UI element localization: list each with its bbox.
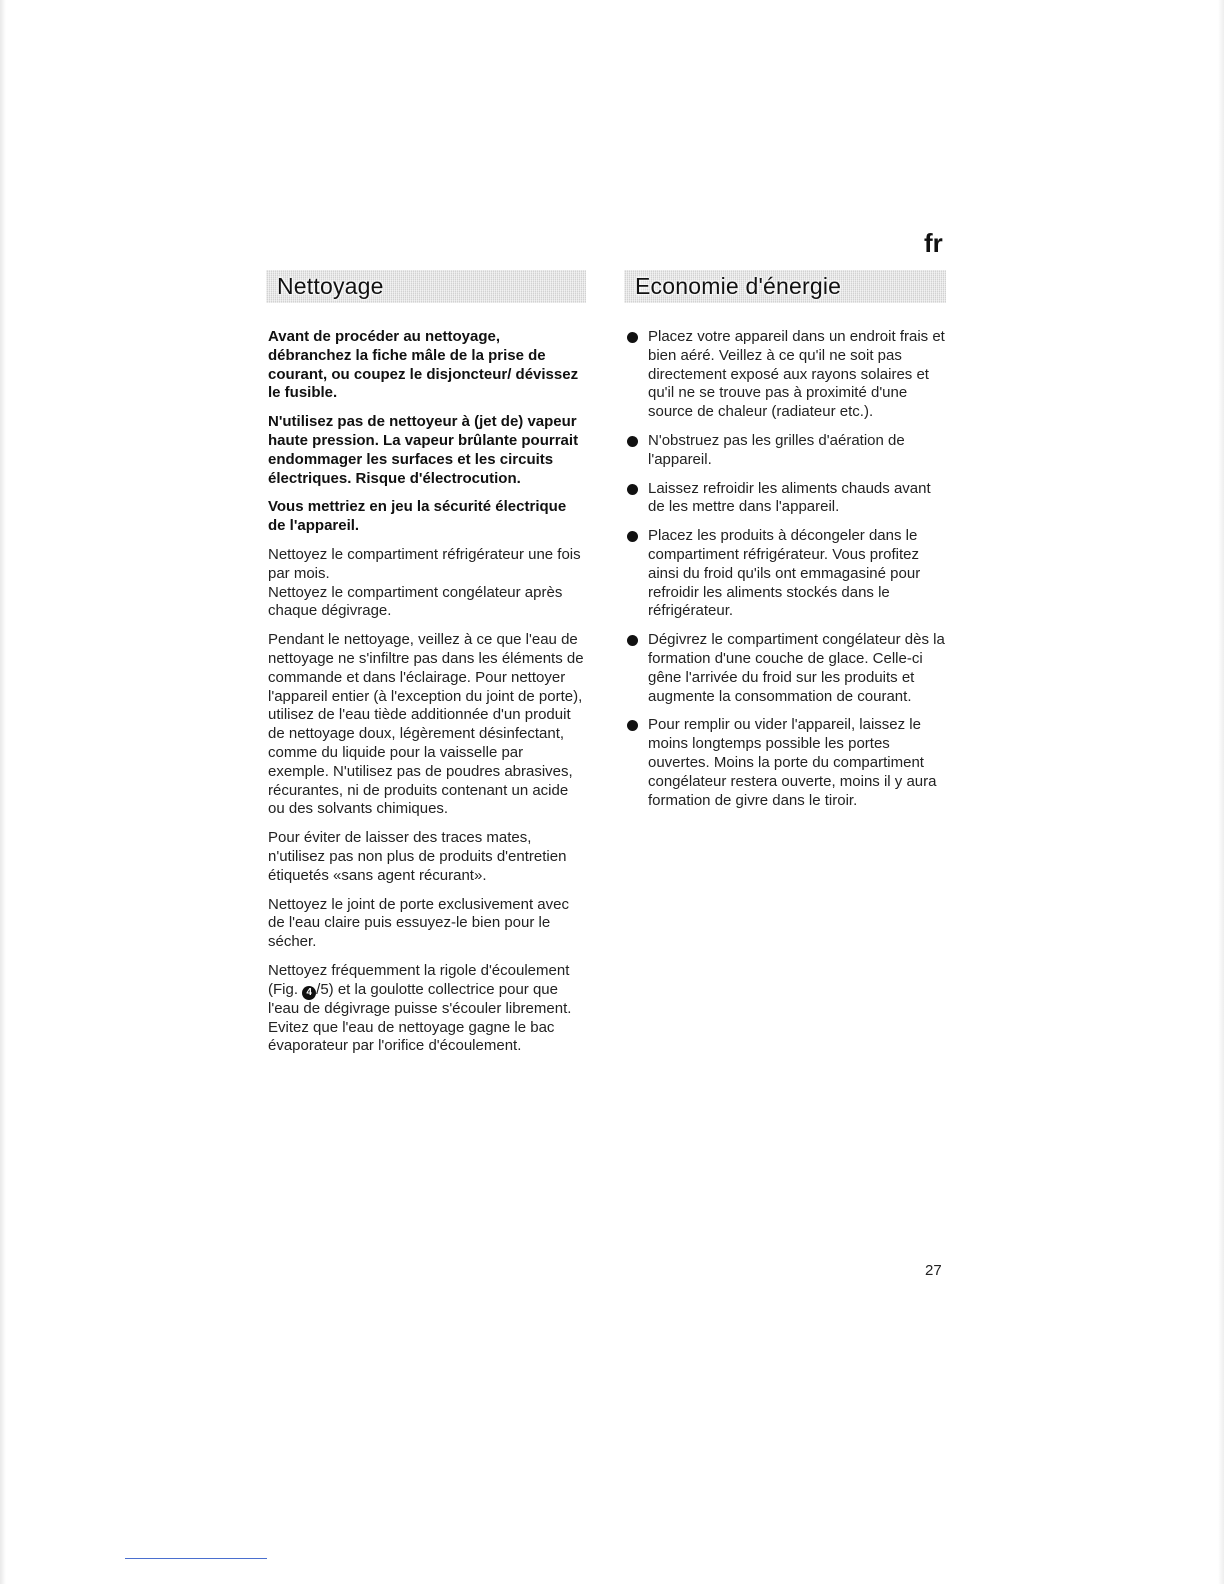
bullet-icon [627, 436, 638, 447]
cleaning-section [266, 270, 586, 1066]
body-text-segment: Nettoyez fréquemment la rigole d'écoulement (Fig. [268, 961, 570, 998]
body-paragraph: Pendant le nettoyage, veillez à ce que l'eau de nettoyage ne s'infiltre pas dans les éléments de commande et dans l'éclairage. Pour nettoyer l'appareil entier (à l'exception du joint de porte), utilisez de l'eau tiède additionnée d'un produit de nettoyage doux, légèrement désinfectant, comme du liquide pour la vaisselle par exemple. N'utilisez pas de poudres abrasives, récurantes, ni de produits contenant un acide ou des solvants chimiques. [268, 631, 584, 818]
bullet-icon [627, 332, 638, 343]
energy-saving-section [624, 270, 946, 820]
energy-content [624, 328, 946, 810]
body-line: Nettoyez le compartiment congélateur après chaque dégivrage. [268, 583, 563, 620]
bullet-icon [627, 531, 638, 542]
cleaning-content [266, 328, 586, 1056]
footer-rule [125, 1558, 267, 1559]
list-item-text: Placez les produits à décongeler dans le compartiment réfrigérateur. Vous profitez ainsi du froid qu'ils ont emmagasiné pour refroidir les aliments stockés dans le réfrigérateur. [648, 527, 921, 620]
page-number: 27 [925, 1262, 942, 1279]
list-item [624, 328, 946, 422]
figure-reference-badge: 4 [302, 986, 316, 1000]
body-paragraph [268, 546, 586, 621]
body-paragraph: Nettoyez le joint de porte exclusivement avec de l'eau claire puis essuyez-le bien pour le sécher. [268, 895, 569, 951]
body-text-segment: /5) et la goulotte collectrice pour que l'eau de dégivrage puisse s'écouler librement. Evitez que l'eau de nettoyage gagne le bac évaporateur par l'orifice d'écoulement. [268, 980, 572, 1055]
bullet-icon [627, 635, 638, 646]
section-heading: Nettoyage [277, 273, 384, 299]
warning-paragraph: Avant de procéder au nettoyage, débranchez la fiche mâle de la prise de courant, ou coupez le disjoncteur/ dévissez le fusible. [268, 328, 579, 402]
list-item-text: Dégivrez le compartiment congélateur dès la formation d'une couche de glace. Celle-ci gêne l'arrivée du froid sur les produits et augmente la consommation de courant. [648, 631, 945, 705]
body-line: Nettoyez le compartiment réfrigérateur une fois par mois. [268, 545, 581, 582]
language-tag: fr [924, 228, 943, 258]
body-paragraph [268, 962, 586, 1056]
list-item [624, 527, 946, 621]
list-item [624, 716, 946, 810]
section-heading-bar [266, 270, 586, 303]
list-item-text: Placez votre appareil dans un endroit frais et bien aéré. Veillez à ce qu'il ne soit pas directement exposé aux rayons solaires et qu'il ne se trouve pas à proximité d'une source de chaleur (radiateur etc.). [648, 328, 945, 421]
page-edge-right [1218, 0, 1224, 1584]
section-heading-bar [624, 270, 946, 303]
list-item-text: N'obstruez pas les grilles d'aération de l'appareil. [648, 431, 905, 468]
bullet-icon [627, 484, 638, 495]
bullet-icon [627, 720, 638, 731]
section-heading: Economie d'énergie [635, 273, 842, 299]
warning-paragraph: Vous mettriez en jeu la sécurité électrique de l'appareil. [268, 498, 567, 535]
body-paragraph: Pour éviter de laisser des traces mates, n'utilisez pas non plus de produits d'entretien étiquetés «sans agent récurant». [268, 829, 567, 884]
list-item-text: Laissez refroidir les aliments chauds avant de les mettre dans l'appareil. [648, 479, 931, 516]
list-item [624, 480, 946, 518]
tips-list [624, 328, 946, 810]
warning-paragraph: N'utilisez pas de nettoyeur à (jet de) vapeur haute pression. La vapeur brûlante pourrait endommager les surfaces et les circuits électriques. Risque d'électrocution. [268, 413, 579, 487]
list-item [624, 432, 946, 470]
page-edge-left [0, 0, 6, 1584]
list-item [624, 631, 946, 706]
list-item-text: Pour remplir ou vider l'appareil, laissez le moins longtemps possible les portes ouvertes. Moins la porte du compartiment congélateur restera ouverte, moins il y aura formation de givre dans le tiroir. [648, 716, 937, 809]
